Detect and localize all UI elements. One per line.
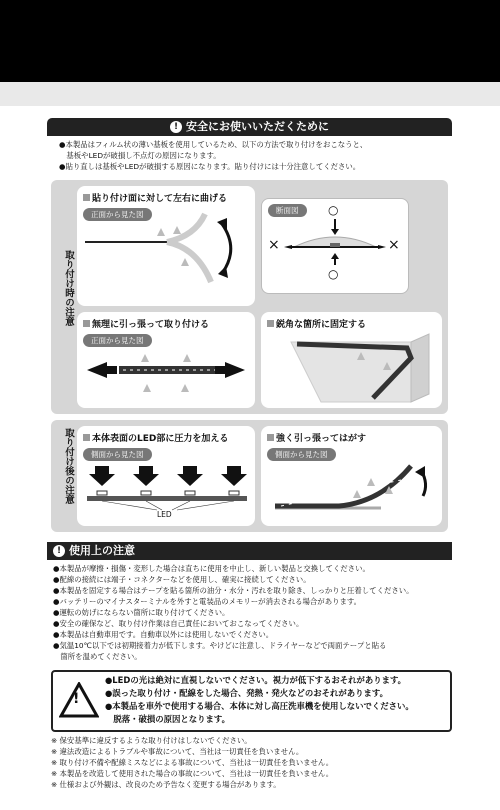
caution-icon: !: [170, 121, 182, 133]
during-install-side-label: 取り付け時の注意: [63, 250, 74, 326]
usage-title: 使用上の注意: [69, 544, 135, 557]
instruction-sheet: [47, 118, 452, 800]
panel-cross-section: [261, 198, 409, 294]
during-install-group: [51, 180, 448, 414]
usage-line-5: ●運転の妨げにならない箇所に取り付けてください。: [53, 608, 230, 617]
cross-mark-right: ×: [388, 237, 400, 253]
footnote-5: ※ 仕様および外観は、改良のため予告なく変更する場合があります。: [51, 780, 281, 789]
footnote-1: ※ 保安基準に違反するような取り付けはしないでください。: [51, 736, 252, 745]
panel-press: [77, 426, 255, 526]
footnote-4: ※ 本製品を改造して使用された場合の事故について、当社は一切責任を負いません。: [51, 769, 334, 778]
panel-pull: [77, 312, 255, 408]
usage-line-2: ●配線の接続には端子・コネクターなどを使用し、確実に接続してください。: [53, 575, 311, 584]
pull-title: 無理に引っ張って取り付ける: [83, 317, 209, 330]
usage-line-4: ●バッテリーのマイナスターミナルを外すと電装品のメモリーが消去される場合があります。: [53, 597, 362, 606]
circle-mark-top: ○: [328, 203, 339, 217]
bend-view-label: 正面から見た図: [83, 208, 152, 221]
warning-line-4: 脱落・破損の原因となります。: [105, 714, 230, 724]
after-install-group: [51, 420, 448, 532]
top-gray-strip: [0, 82, 500, 106]
caution-icon: !: [53, 545, 65, 557]
safety-note-1: ●本製品はフィルム状の薄い基板を使用しているため、以下の方法で取り付けをおこなうと、: [59, 140, 368, 149]
warning-symbol: !: [73, 691, 80, 707]
safety-title: 安全にお使いいただくために: [186, 120, 329, 133]
cross-mark-left: ×: [268, 237, 280, 253]
usage-line-3: ●本製品を固定する場合はテープを貼る箇所の油分・水分・汚れを取り除き、しっかりと圧着してください。: [53, 586, 414, 595]
panel-bend: [77, 186, 255, 306]
pull-view-label: 正面から見た図: [83, 334, 152, 347]
panel-peel: [261, 426, 442, 526]
usage-line-6: ●安全の確保など、取り付け作業は自己責任においておこなってください。: [53, 619, 304, 628]
usage-line-1: ●本製品が摩擦・損傷・変形した場合は直ちに使用を中止し、新しい製品と交換してください。: [53, 564, 370, 573]
after-install-side-label: 取り付け後の注意: [63, 428, 74, 504]
bend-illustration: [77, 186, 255, 306]
pull-illustration: [77, 312, 255, 408]
led-label: LED: [157, 510, 172, 519]
circle-mark-bottom: ○: [328, 267, 339, 281]
usage-line-9: 箇所を温めてください。: [53, 652, 142, 661]
panel-sharp: [261, 312, 442, 408]
press-title: 本体表面のLED部に圧力を加える: [83, 431, 228, 444]
warning-box: [51, 670, 452, 732]
bend-title: 貼り付け面に対して左右に曲げる: [83, 191, 227, 204]
warning-line-2: ●誤った取り付け・配線をした場合、発熱・発火などのおそれがあります。: [105, 688, 389, 698]
warning-line-3: ●本製品を車外で使用する場合、本体に対し高圧洗車機を使用しないでください。: [105, 701, 414, 711]
peel-view-label: 側面から見た図: [267, 448, 336, 461]
peel-illustration: [261, 426, 442, 526]
sharp-illustration: [261, 312, 442, 408]
press-view-label: 側面から見た図: [83, 448, 152, 461]
sharp-title: 鋭角な箇所に固定する: [267, 317, 366, 330]
footnote-3: ※ 取り付け不備や配線ミスなどによる事故について、当社は一切責任を負いません。: [51, 758, 334, 767]
warning-line-1: ●LEDの光は絶対に直視しないでください。視力が低下するおそれがあります。: [105, 675, 407, 685]
cross-section-label: 断面図: [268, 204, 307, 217]
peel-title: 強く引っ張ってはがす: [267, 431, 366, 444]
safety-note-2: 基板やLEDが破損し不点灯の原因になります。: [59, 151, 221, 160]
usage-header: [47, 542, 452, 560]
usage-line-8: ●気温10℃以下では初期接着力が低下します。やけどに注意し、ドライヤーなどで両面テープと貼る: [53, 641, 387, 650]
usage-line-7: ●本製品は自動車用です。自動車以外には使用しないでください。: [53, 630, 274, 639]
footnote-2: ※ 違法改造によるトラブルや事故について、当社は一切責任を負いません。: [51, 747, 304, 756]
safety-header: [47, 118, 452, 136]
top-black-bar: [0, 0, 500, 82]
safety-note-3: ●貼り直しは基板やLEDが破損する原因になります。貼り付けには十分注意してください。: [59, 162, 361, 171]
